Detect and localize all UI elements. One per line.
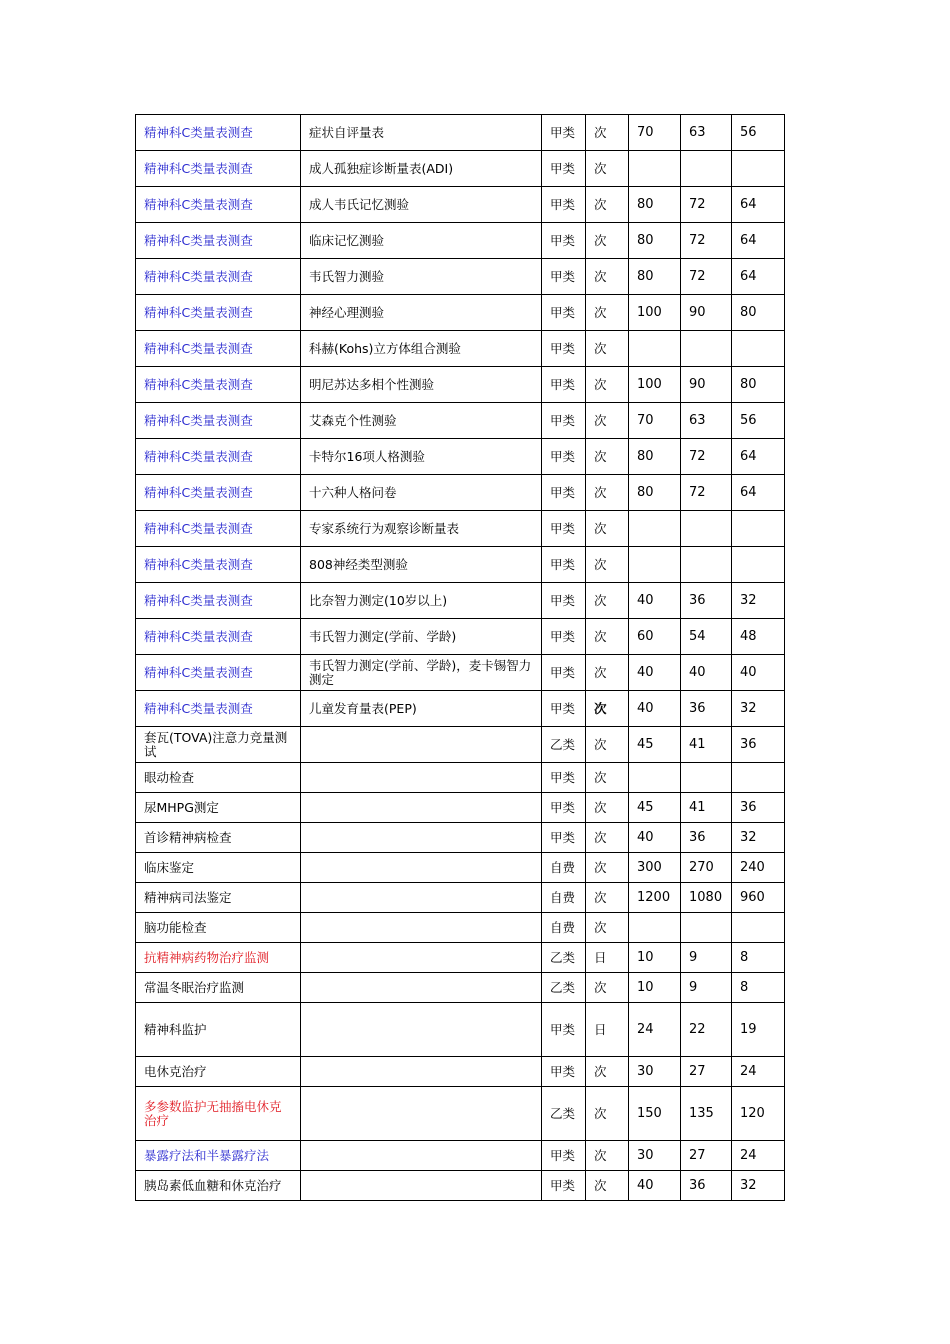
price-level-1-cell: 80	[629, 475, 681, 511]
unit-cell: 次	[586, 1057, 629, 1087]
item-cell: 精神科C类量表测查	[136, 115, 301, 151]
price-level-1-cell: 40	[629, 655, 681, 691]
unit-cell: 日	[586, 1003, 629, 1057]
price-level-1-cell: 70	[629, 403, 681, 439]
price-level-1-cell	[629, 511, 681, 547]
table-row	[136, 619, 785, 655]
category-cell: 自费	[542, 913, 586, 943]
table-row	[136, 187, 785, 223]
price-level-2-cell: 72	[681, 475, 732, 511]
item-cell: 首诊精神病检查	[136, 823, 301, 853]
unit-cell: 次	[586, 439, 629, 475]
item-cell: 精神科C类量表测查	[136, 475, 301, 511]
price-level-3-cell: 80	[732, 295, 785, 331]
price-level-3-cell	[732, 331, 785, 367]
category-cell: 乙类	[542, 973, 586, 1003]
price-level-1-cell: 80	[629, 259, 681, 295]
price-level-2-cell: 36	[681, 1171, 732, 1201]
item-cell: 精神科C类量表测查	[136, 367, 301, 403]
price-level-2-cell: 9	[681, 973, 732, 1003]
price-level-1-cell	[629, 913, 681, 943]
unit-cell: 次	[586, 547, 629, 583]
price-level-3-cell: 32	[732, 583, 785, 619]
fee-table	[135, 114, 785, 1201]
table-row	[136, 823, 785, 853]
table-row	[136, 793, 785, 823]
unit-cell: 次	[586, 367, 629, 403]
content-cell	[301, 1003, 542, 1057]
item-cell: 尿MHPG测定	[136, 793, 301, 823]
item-cell: 精神科C类量表测查	[136, 655, 301, 691]
price-level-1-cell: 80	[629, 187, 681, 223]
price-level-1-cell: 1200	[629, 883, 681, 913]
price-level-3-cell: 120	[732, 1087, 785, 1141]
category-cell: 甲类	[542, 1003, 586, 1057]
price-level-1-cell: 40	[629, 823, 681, 853]
unit-cell: 次	[586, 883, 629, 913]
price-level-1-cell: 150	[629, 1087, 681, 1141]
unit-cell: 次	[586, 187, 629, 223]
price-level-3-cell: 36	[732, 793, 785, 823]
price-level-1-cell	[629, 331, 681, 367]
item-cell: 暴露疗法和半暴露疗法	[136, 1141, 301, 1171]
price-level-2-cell: 63	[681, 403, 732, 439]
price-level-1-cell: 70	[629, 115, 681, 151]
category-cell: 甲类	[542, 295, 586, 331]
price-level-3-cell	[732, 151, 785, 187]
category-cell: 甲类	[542, 511, 586, 547]
price-level-2-cell: 36	[681, 691, 732, 727]
item-cell: 精神科C类量表测查	[136, 187, 301, 223]
content-cell: 症状自评量表	[301, 115, 542, 151]
category-cell: 自费	[542, 883, 586, 913]
table-row	[136, 691, 785, 727]
content-cell	[301, 883, 542, 913]
price-level-1-cell: 100	[629, 295, 681, 331]
price-level-2-cell: 90	[681, 367, 732, 403]
table-row	[136, 223, 785, 259]
price-level-3-cell	[732, 763, 785, 793]
content-cell: 成人孤独症诊断量表(ADI)	[301, 151, 542, 187]
unit-cell: 次	[586, 1171, 629, 1201]
item-cell: 套瓦(TOVA)注意力竞量测试	[136, 727, 301, 763]
item-cell: 电休克治疗	[136, 1057, 301, 1087]
table-row	[136, 727, 785, 763]
price-level-1-cell: 80	[629, 439, 681, 475]
category-cell: 甲类	[542, 367, 586, 403]
price-level-1-cell	[629, 763, 681, 793]
unit-cell: 次	[586, 655, 629, 691]
content-cell	[301, 943, 542, 973]
price-level-3-cell	[732, 511, 785, 547]
price-level-3-cell: 64	[732, 187, 785, 223]
unit-cell: 次	[586, 763, 629, 793]
price-level-1-cell: 24	[629, 1003, 681, 1057]
price-level-2-cell	[681, 913, 732, 943]
price-level-3-cell: 56	[732, 403, 785, 439]
item-cell: 精神科监护	[136, 1003, 301, 1057]
unit-cell: 次	[586, 1141, 629, 1171]
table-row	[136, 1087, 785, 1141]
unit-cell: 次	[586, 115, 629, 151]
category-cell: 甲类	[542, 151, 586, 187]
price-level-1-cell: 40	[629, 1171, 681, 1201]
category-cell: 甲类	[542, 331, 586, 367]
price-level-3-cell	[732, 913, 785, 943]
content-cell	[301, 1141, 542, 1171]
price-level-2-cell	[681, 763, 732, 793]
item-cell: 精神科C类量表测查	[136, 511, 301, 547]
unit-cell: 次	[586, 403, 629, 439]
category-cell: 甲类	[542, 691, 586, 727]
category-cell: 甲类	[542, 475, 586, 511]
item-cell: 精神科C类量表测查	[136, 691, 301, 727]
price-level-2-cell: 72	[681, 187, 732, 223]
content-cell: 韦氏智力测验	[301, 259, 542, 295]
price-level-1-cell: 30	[629, 1057, 681, 1087]
unit-cell: 次	[586, 727, 629, 763]
table-row	[136, 403, 785, 439]
content-cell	[301, 1087, 542, 1141]
content-cell: 艾森克个性测验	[301, 403, 542, 439]
item-cell: 精神病司法鉴定	[136, 883, 301, 913]
table-row	[136, 511, 785, 547]
price-level-2-cell	[681, 151, 732, 187]
price-level-2-cell: 40	[681, 655, 732, 691]
price-level-3-cell: 32	[732, 1171, 785, 1201]
price-level-2-cell	[681, 547, 732, 583]
price-level-3-cell	[732, 547, 785, 583]
item-cell: 精神科C类量表测查	[136, 619, 301, 655]
table-row	[136, 475, 785, 511]
item-cell: 抗精神病药物治疗监测	[136, 943, 301, 973]
table-row	[136, 913, 785, 943]
price-level-2-cell: 9	[681, 943, 732, 973]
item-cell: 脑功能检查	[136, 913, 301, 943]
category-cell: 甲类	[542, 655, 586, 691]
unit-cell: 次	[586, 259, 629, 295]
price-level-3-cell: 80	[732, 367, 785, 403]
content-cell: 临床记忆测验	[301, 223, 542, 259]
price-level-2-cell: 63	[681, 115, 732, 151]
price-level-3-cell: 8	[732, 973, 785, 1003]
content-cell	[301, 913, 542, 943]
category-cell: 甲类	[542, 793, 586, 823]
price-level-3-cell: 64	[732, 223, 785, 259]
item-cell: 精神科C类量表测查	[136, 295, 301, 331]
category-cell: 甲类	[542, 763, 586, 793]
content-cell: 十六种人格问卷	[301, 475, 542, 511]
price-level-1-cell	[629, 547, 681, 583]
price-level-3-cell: 36	[732, 727, 785, 763]
price-level-1-cell: 45	[629, 793, 681, 823]
price-level-1-cell	[629, 151, 681, 187]
unit-cell: 次	[586, 973, 629, 1003]
price-level-3-cell: 64	[732, 439, 785, 475]
category-cell: 自费	[542, 853, 586, 883]
content-cell	[301, 793, 542, 823]
table-row	[136, 1057, 785, 1087]
price-level-2-cell: 90	[681, 295, 732, 331]
content-cell	[301, 1171, 542, 1201]
table-row	[136, 367, 785, 403]
item-cell: 眼动检查	[136, 763, 301, 793]
price-level-2-cell: 36	[681, 583, 732, 619]
category-cell: 甲类	[542, 187, 586, 223]
price-level-1-cell: 10	[629, 973, 681, 1003]
table-row	[136, 331, 785, 367]
category-cell: 甲类	[542, 223, 586, 259]
content-cell	[301, 727, 542, 763]
price-level-3-cell: 240	[732, 853, 785, 883]
price-level-3-cell: 32	[732, 823, 785, 853]
price-level-2-cell: 1080	[681, 883, 732, 913]
table-row	[136, 583, 785, 619]
price-level-3-cell: 40	[732, 655, 785, 691]
price-level-2-cell	[681, 511, 732, 547]
price-level-3-cell: 56	[732, 115, 785, 151]
table-row	[136, 259, 785, 295]
unit-cell: 次	[586, 1087, 629, 1141]
fee-table-body	[136, 115, 785, 1201]
price-level-1-cell: 40	[629, 583, 681, 619]
unit-cell: 次	[586, 853, 629, 883]
unit-cell: 次	[586, 475, 629, 511]
category-cell: 乙类	[542, 727, 586, 763]
content-cell	[301, 1057, 542, 1087]
table-row	[136, 295, 785, 331]
table-row	[136, 655, 785, 691]
category-cell: 甲类	[542, 1057, 586, 1087]
unit-cell: 次	[586, 913, 629, 943]
unit-cell: 日	[586, 943, 629, 973]
price-level-3-cell: 24	[732, 1057, 785, 1087]
price-level-3-cell: 32	[732, 691, 785, 727]
item-cell: 常温冬眠治疗监测	[136, 973, 301, 1003]
content-cell	[301, 823, 542, 853]
price-level-1-cell: 30	[629, 1141, 681, 1171]
price-level-3-cell: 8	[732, 943, 785, 973]
unit-cell: 次	[586, 223, 629, 259]
table-row	[136, 1171, 785, 1201]
table-row	[136, 943, 785, 973]
unit-cell: 次	[586, 823, 629, 853]
price-level-2-cell: 36	[681, 823, 732, 853]
content-cell: 韦氏智力测定(学前、学龄)	[301, 619, 542, 655]
price-level-1-cell: 300	[629, 853, 681, 883]
price-level-2-cell: 54	[681, 619, 732, 655]
content-cell: 儿童发育量表(PEP)	[301, 691, 542, 727]
table-row	[136, 115, 785, 151]
category-cell: 甲类	[542, 403, 586, 439]
table-row	[136, 973, 785, 1003]
category-cell: 乙类	[542, 943, 586, 973]
item-cell: 精神科C类量表测查	[136, 259, 301, 295]
table-row	[136, 151, 785, 187]
price-level-2-cell: 22	[681, 1003, 732, 1057]
unit-cell: 次	[586, 331, 629, 367]
price-level-2-cell: 27	[681, 1057, 732, 1087]
item-cell: 临床鉴定	[136, 853, 301, 883]
price-level-2-cell: 72	[681, 223, 732, 259]
price-level-2-cell: 41	[681, 793, 732, 823]
content-cell: 成人韦氏记忆测验	[301, 187, 542, 223]
table-row	[136, 853, 785, 883]
category-cell: 乙类	[542, 1087, 586, 1141]
price-level-2-cell	[681, 331, 732, 367]
table-row	[136, 547, 785, 583]
price-level-1-cell: 40	[629, 691, 681, 727]
category-cell: 甲类	[542, 115, 586, 151]
price-level-1-cell: 10	[629, 943, 681, 973]
price-level-3-cell: 960	[732, 883, 785, 913]
category-cell: 甲类	[542, 547, 586, 583]
item-cell: 精神科C类量表测查	[136, 439, 301, 475]
unit-cell: 次	[586, 583, 629, 619]
item-cell: 胰岛素低血糖和休克治疗	[136, 1171, 301, 1201]
content-cell: 明尼苏达多相个性测验	[301, 367, 542, 403]
content-cell: 专家系统行为观察诊断量表	[301, 511, 542, 547]
price-level-3-cell: 24	[732, 1141, 785, 1171]
price-level-1-cell: 60	[629, 619, 681, 655]
price-level-1-cell: 100	[629, 367, 681, 403]
item-cell: 精神科C类量表测查	[136, 223, 301, 259]
price-level-3-cell: 64	[732, 475, 785, 511]
content-cell: 卡特尔16项人格测验	[301, 439, 542, 475]
item-cell: 精神科C类量表测查	[136, 151, 301, 187]
price-level-3-cell: 19	[732, 1003, 785, 1057]
table-row	[136, 1003, 785, 1057]
category-cell: 甲类	[542, 619, 586, 655]
price-level-2-cell: 41	[681, 727, 732, 763]
price-level-2-cell: 270	[681, 853, 732, 883]
item-cell: 精神科C类量表测查	[136, 331, 301, 367]
table-row	[136, 1141, 785, 1171]
category-cell: 甲类	[542, 583, 586, 619]
table-row	[136, 439, 785, 475]
price-level-2-cell: 72	[681, 259, 732, 295]
price-level-1-cell: 45	[629, 727, 681, 763]
price-level-1-cell: 80	[629, 223, 681, 259]
price-level-2-cell: 27	[681, 1141, 732, 1171]
table-row	[136, 883, 785, 913]
table-row	[136, 763, 785, 793]
content-cell: 神经心理测验	[301, 295, 542, 331]
item-cell: 精神科C类量表测查	[136, 547, 301, 583]
unit-cell: 次	[586, 691, 629, 727]
unit-cell: 次	[586, 151, 629, 187]
content-cell	[301, 973, 542, 1003]
category-cell: 甲类	[542, 439, 586, 475]
category-cell: 甲类	[542, 1171, 586, 1201]
content-cell: 韦氏智力测定(学前、学龄)，麦卡锡智力测定	[301, 655, 542, 691]
content-cell	[301, 853, 542, 883]
content-cell	[301, 763, 542, 793]
item-cell: 多参数监护无抽搐电休克治疗	[136, 1087, 301, 1141]
unit-cell: 次	[586, 793, 629, 823]
price-level-2-cell: 135	[681, 1087, 732, 1141]
unit-cell: 次	[586, 295, 629, 331]
content-cell: 808神经类型测验	[301, 547, 542, 583]
category-cell: 甲类	[542, 823, 586, 853]
content-cell: 比奈智力测定(10岁以上)	[301, 583, 542, 619]
category-cell: 甲类	[542, 1141, 586, 1171]
item-cell: 精神科C类量表测查	[136, 403, 301, 439]
unit-cell: 次	[586, 511, 629, 547]
item-cell: 精神科C类量表测查	[136, 583, 301, 619]
unit-cell: 次	[586, 619, 629, 655]
price-level-3-cell: 48	[732, 619, 785, 655]
price-level-3-cell: 64	[732, 259, 785, 295]
content-cell: 科赫(Kohs)立方体组合测验	[301, 331, 542, 367]
price-level-2-cell: 72	[681, 439, 732, 475]
category-cell: 甲类	[542, 259, 586, 295]
